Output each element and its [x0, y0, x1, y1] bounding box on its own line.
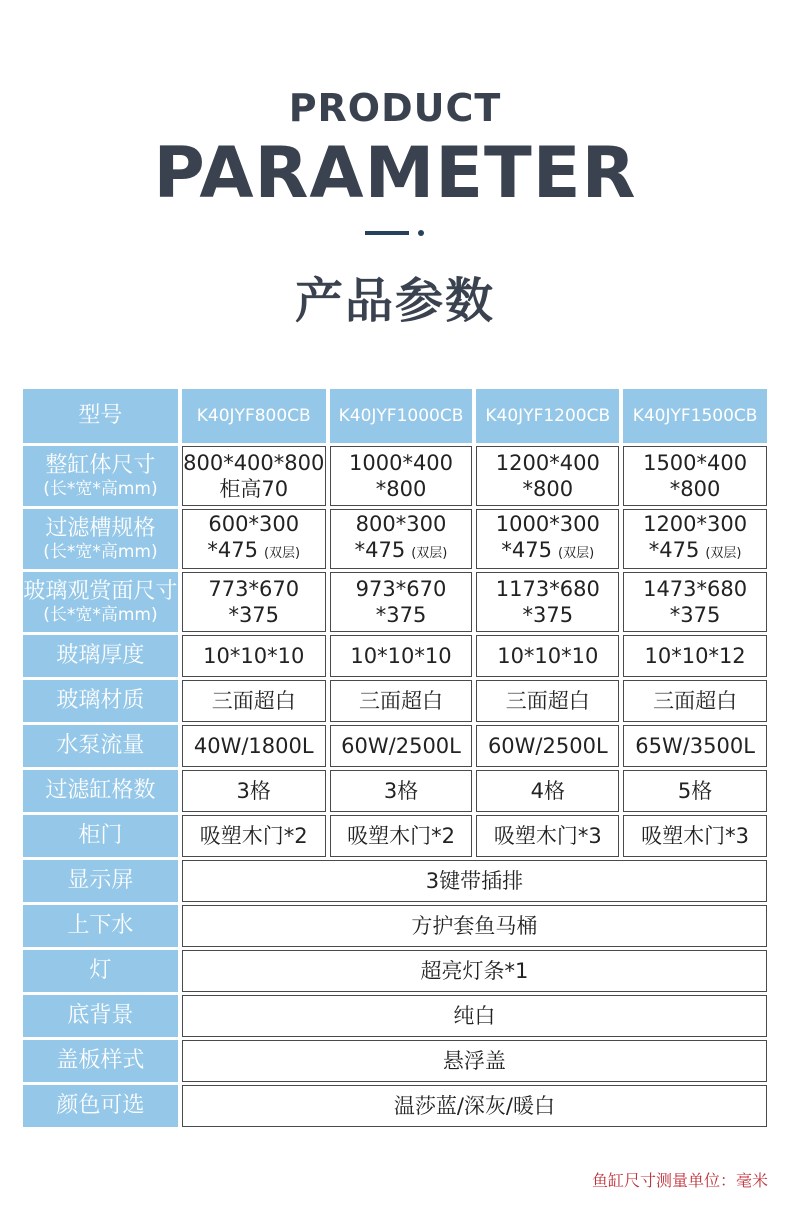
row-label: 过滤缸格数: [23, 770, 178, 812]
cell-note: (双层): [558, 546, 595, 561]
cell-note: (双层): [411, 546, 448, 561]
table-row: [23, 905, 767, 947]
table-cell: 60W/2500L: [476, 725, 619, 767]
row-label: [23, 446, 178, 506]
cell-line1: 1200*300: [643, 512, 748, 536]
table-cell: 三面超白: [623, 680, 767, 722]
table-cell: 三面超白: [330, 680, 473, 722]
table-cell: 60W/2500L: [330, 725, 473, 767]
table-cell: [330, 446, 473, 506]
row-label-sub: (长*宽*高mm): [43, 542, 158, 562]
table-cell: 3格: [330, 770, 473, 812]
cell-line1: 800*400*800: [183, 451, 325, 475]
model-header: K40JYF1000CB: [330, 389, 473, 443]
table-cell: 吸塑木门*3: [623, 815, 767, 857]
model-header: K40JYF1500CB: [623, 389, 767, 443]
table-cell-merged: 悬浮盖: [182, 1040, 767, 1082]
row-label: 水泵流量: [23, 725, 178, 767]
header-parameter: PARAMETER: [153, 132, 637, 214]
table-cell: 三面超白: [182, 680, 326, 722]
cell-line2: *375: [375, 603, 427, 627]
table-cell-merged: 温莎蓝/深灰/暖白: [182, 1085, 767, 1127]
cell-line2: *375: [522, 603, 574, 627]
cell-note: (双层): [263, 546, 301, 561]
cell-line2: *475: [207, 538, 258, 562]
cell-line1: 600*300: [208, 512, 300, 536]
row-label: 底背景: [23, 995, 178, 1037]
table-row: [23, 680, 767, 722]
table-cell: [623, 509, 767, 569]
cell-line1: 1473*680: [643, 577, 748, 601]
table-cell-merged: 超亮灯条*1: [182, 950, 767, 992]
row-label: 上下水: [23, 905, 178, 947]
row-label-sub: (长*宽*高mm): [43, 605, 158, 625]
table-cell: [623, 572, 767, 632]
table-cell: 10*10*10: [182, 635, 326, 677]
table-row: [23, 1085, 767, 1127]
row-label: 玻璃材质: [23, 680, 178, 722]
cell-line2: *475: [501, 538, 553, 562]
row-label: 颜色可选: [23, 1085, 178, 1127]
cell-line1: 1200*400: [495, 451, 600, 475]
cell-line2: *800: [669, 477, 721, 501]
table-row: [23, 446, 767, 506]
cell-note: (双层): [705, 546, 742, 561]
row-label: [23, 509, 178, 569]
table-header-row: [23, 389, 767, 443]
cell-line2: *800: [375, 477, 427, 501]
table-cell: [182, 509, 326, 569]
parameter-table: [19, 386, 771, 1130]
unit-note: 鱼缸尺寸测量单位：毫米: [591, 1171, 768, 1190]
cell-line2: *475: [354, 538, 406, 562]
row-label: 型号: [23, 389, 178, 443]
header-product: PRODUCT: [288, 86, 502, 130]
header-divider-line: [365, 231, 409, 235]
table-cell: 10*10*10: [330, 635, 473, 677]
cell-line2: *475: [648, 538, 700, 562]
cell-line2: *375: [669, 603, 721, 627]
table-cell: [182, 446, 326, 506]
model-header: K40JYF1200CB: [476, 389, 619, 443]
row-label: 灯: [23, 950, 178, 992]
row-label-sub: (长*宽*高mm): [43, 479, 158, 499]
table-row: [23, 950, 767, 992]
table-row: [23, 770, 767, 812]
row-label-text: 过滤槽规格: [45, 516, 156, 541]
table-cell: [330, 509, 473, 569]
row-label: [23, 572, 178, 632]
cell-line1: 800*300: [355, 512, 447, 536]
table-row: [23, 1040, 767, 1082]
table-cell: [476, 572, 619, 632]
cell-line1: 773*670: [208, 577, 300, 601]
table-cell: [182, 572, 326, 632]
table-cell-merged: 方护套鱼马桶: [182, 905, 767, 947]
cell-line1: 1500*400: [643, 451, 748, 475]
table-cell: [330, 572, 473, 632]
cell-line2: *800: [522, 477, 574, 501]
table-row: [23, 725, 767, 767]
cell-line1: 1000*400: [349, 451, 454, 475]
table-cell: 4格: [476, 770, 619, 812]
table-cell: 三面超白: [476, 680, 619, 722]
table-cell: 吸塑木门*2: [182, 815, 326, 857]
cell-line2: 柜高70: [219, 477, 289, 501]
table-cell: 吸塑木门*3: [476, 815, 619, 857]
table-cell: [623, 446, 767, 506]
row-label: 柜门: [23, 815, 178, 857]
table-row: [23, 815, 767, 857]
table-cell: 吸塑木门*2: [330, 815, 473, 857]
table-row: [23, 572, 767, 632]
table-cell: 40W/1800L: [182, 725, 326, 767]
table-cell-merged: 纯白: [182, 995, 767, 1037]
cell-line1: 973*670: [355, 577, 447, 601]
table-cell: [476, 509, 619, 569]
row-label-text: 整缸体尺寸: [45, 453, 156, 478]
table-cell: 10*10*12: [623, 635, 767, 677]
table-cell: 3格: [182, 770, 326, 812]
table-row: [23, 995, 767, 1037]
cell-line2: *375: [228, 603, 280, 627]
header-title-cn: 产品参数: [294, 273, 495, 329]
row-label: 玻璃厚度: [23, 635, 178, 677]
table-row: [23, 635, 767, 677]
row-label: 盖板样式: [23, 1040, 178, 1082]
table-row: [23, 860, 767, 902]
table-row: [23, 509, 767, 569]
table-cell-merged: 3键带插排: [182, 860, 767, 902]
table-cell: 10*10*10: [476, 635, 619, 677]
row-label-text: 玻璃观赏面尺寸: [23, 579, 178, 604]
row-label: 显示屏: [23, 860, 178, 902]
table-cell: 65W/3500L: [623, 725, 767, 767]
table-cell: [476, 446, 619, 506]
model-header: K40JYF800CB: [182, 389, 326, 443]
cell-line1: 1000*300: [495, 512, 600, 536]
cell-line1: 1173*680: [495, 577, 600, 601]
table-cell: 5格: [623, 770, 767, 812]
header-divider-dot: [418, 230, 424, 236]
